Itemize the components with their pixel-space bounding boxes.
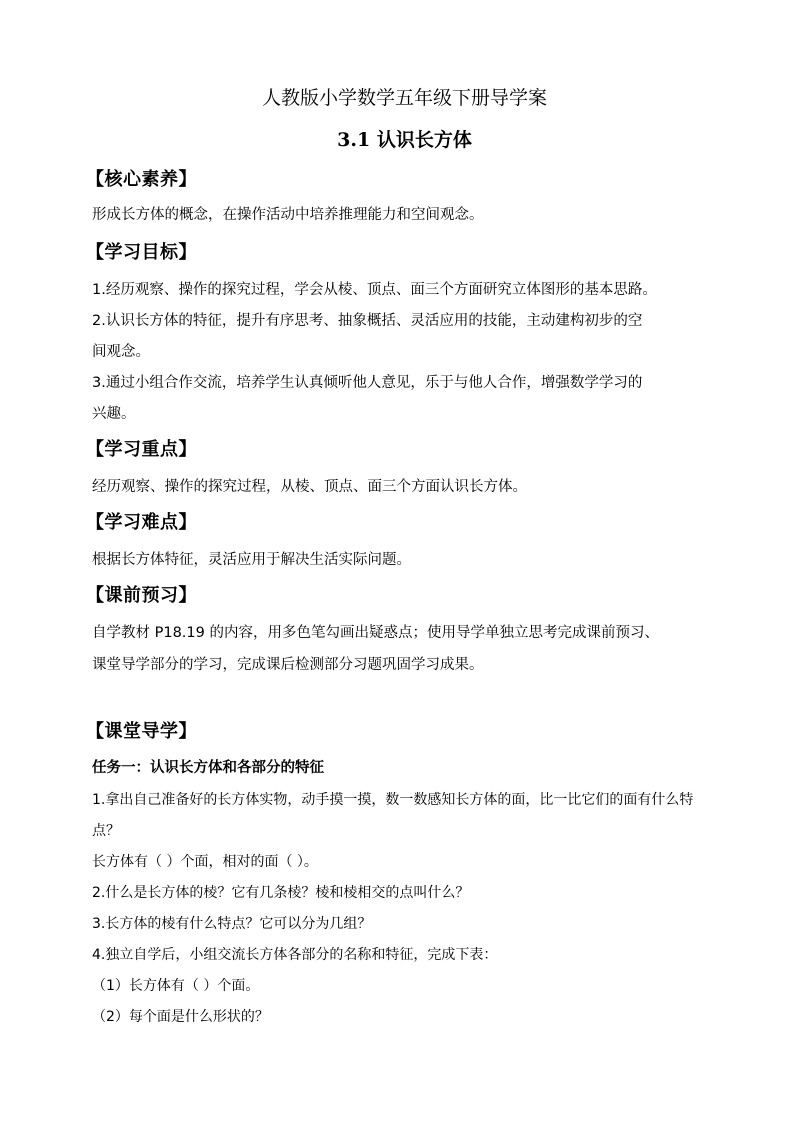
core-text: 形成长方体的概念，在操作活动中培养推理能力和空间观念。 — [92, 207, 484, 223]
question-2: 2.什么是长方体的棱？它有几条棱？棱和棱相交的点叫什么？ — [92, 885, 470, 901]
heading-key: 【学习重点】 — [86, 439, 197, 460]
preview-line-2: 课堂导学部分的学习，完成课后检测部分习题巩固学习成果。 — [92, 657, 484, 673]
question-1-line-1: 1.拿出自己准备好的长方体实物，动手摸一摸，数一数感知长方体的面，比一比它们的面有什么特 — [92, 792, 694, 808]
question-4: 4.独立自学后，小组交流长方体各部分的名称和特征，完成下表： — [92, 947, 498, 963]
question-3: 3.长方体的棱有什么特点？它可以分为几组？ — [92, 916, 372, 932]
goal-item-2-line-2: 间观念。 — [92, 344, 150, 360]
key-text: 经历观察、操作的探究过程，从棱、顶点、面三个方面认识长方体。 — [92, 479, 527, 495]
heading-goals: 【学习目标】 — [86, 242, 197, 263]
heading-core: 【核心素养】 — [86, 169, 197, 190]
question-4-part-2: （2）每个面是什么形状的？ — [92, 1009, 269, 1025]
goal-item-2-line-1: 2.认识长方体的特征，提升有序思考、抽象概括、灵活应用的技能，主动建构初步的空 — [92, 313, 643, 329]
lesson-title: 3.1 认识长方体 — [337, 129, 472, 151]
question-1-line-2: 点？ — [92, 823, 120, 839]
heading-preview: 【课前预习】 — [86, 585, 197, 606]
document-title: 人教版小学数学五年级下册导学案 — [261, 87, 547, 109]
goal-item-3-line-2: 兴趣。 — [92, 406, 136, 422]
question-4-part-1: （1）长方体有（ ）个面。 — [92, 978, 260, 994]
goal-item-1: 1.经历观察、操作的探究过程，学会从棱、顶点、面三个方面研究立体图形的基本思路。 — [92, 282, 657, 298]
question-1-blank: 长方体有（ ）个面，相对的面（ ）。 — [92, 854, 318, 870]
difficulty-text: 根据长方体特征，灵活应用于解决生活实际问题。 — [92, 552, 411, 568]
goal-item-3-line-1: 3.通过小组合作交流，培养学生认真倾听他人意见，乐于与他人合作，增强数学学习的 — [92, 375, 643, 391]
task-one-title: 任务一：认识长方体和各部分的特征 — [92, 760, 324, 776]
preview-line-1: 自学教材 P18.19 的内容，用多色笔勾画出疑惑点；使用导学单独立思考完成课前预习、 — [92, 625, 659, 641]
heading-difficulty: 【学习难点】 — [86, 512, 197, 533]
heading-guide: 【课堂导学】 — [86, 721, 197, 742]
